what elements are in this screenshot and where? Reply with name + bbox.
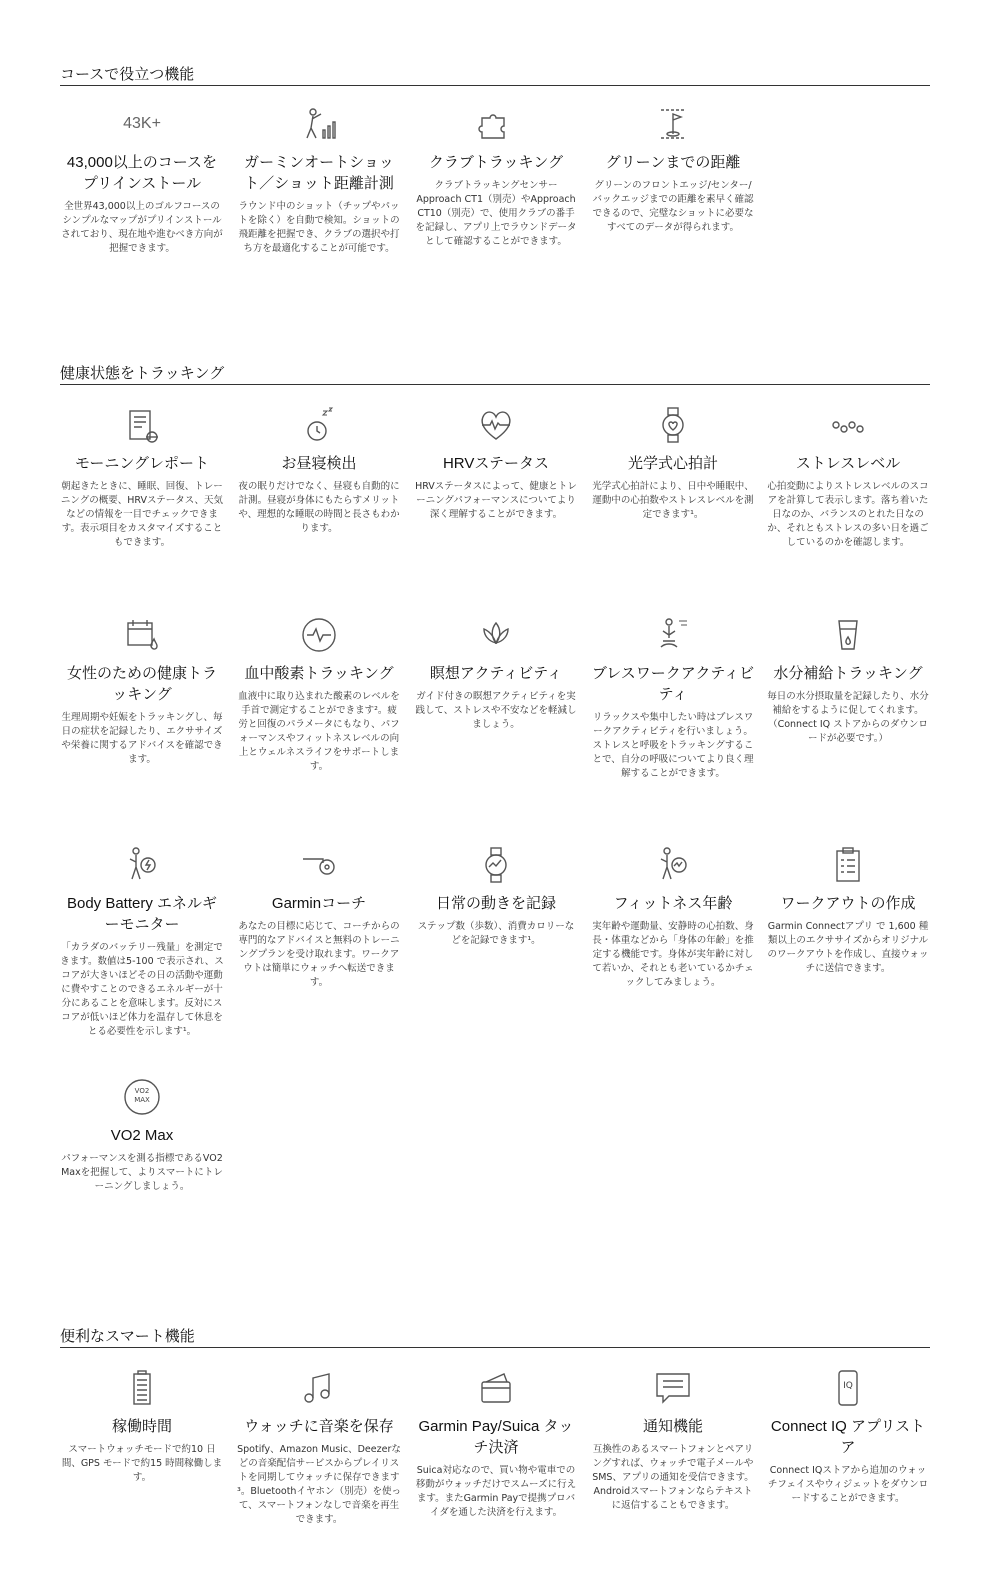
section-title: 便利なスマート機能 xyxy=(60,1326,930,1348)
card-title: 43,000以上のコースをプリインストール xyxy=(66,154,218,192)
vo2max-icon: VO2 MAX xyxy=(60,1077,224,1117)
section-course xyxy=(60,64,930,254)
calendar-drop-icon xyxy=(60,615,224,655)
card-title: 通知機能 xyxy=(642,1418,703,1435)
watch-heart-icon xyxy=(591,405,755,445)
card-desc: 心拍変動によりストレスレベルのスコアを計算して表示します。落ち着いた日なのか、バランスのとれた日なのか、それともストレスの多い日を過ごしているのかを確認します。 xyxy=(767,481,929,548)
card-desc: 夜の眠りだけでなく、昼寝も自動的に計測。昼寝が身体にもたらすメリットや、理想的な睡眠の時間と長さもわかります。 xyxy=(238,481,400,534)
stress-icon xyxy=(766,405,930,445)
card-desc: 「カラダのバッテリー残量」を測定できます。数値は5-100 で表示され、スコアが大きいほどその日の活動や運動に費やすことのできるエネルギーが十分にあることを意味します。反対にスコアが低いほど体力を温存して休息をとる必要性を示します¹。 xyxy=(60,942,224,1037)
card-title: 血中酸素トラッキング xyxy=(244,665,394,682)
card-desc: パフォーマンスを測る指標であるVO2 Maxを把握して、よりスマートにトレーニングしましょう。 xyxy=(61,1153,223,1192)
card-title: 日常の動きを記録 xyxy=(435,895,556,912)
card-desc: Garmin Connectアプリ で 1,600 種類以上のエクササイズからオリジナルのワークアウトを作成し、直接ウォッチに送信できます。 xyxy=(767,921,929,974)
feature-card xyxy=(591,405,755,522)
body-battery-icon xyxy=(60,845,224,885)
wallet-card-icon xyxy=(414,1368,578,1408)
card-desc: 朝起きたときに、睡眠、回復、トレーニングの概要、HRVステータス、天気などの情報を一目でチェックできます。表示項目をカスタマイズすることもできます。 xyxy=(60,481,224,548)
card-desc: クラブトラッキングセンサーApproach CT1（別売）やApproach CT10（別売）で、使用クラブの番手を記録し、アプリ上でラウンドデータとして確認することができます。 xyxy=(415,180,577,247)
card-desc: Connect IQストアから追加のウォッチフェイスやウィジェットをダウンロードすることができます。 xyxy=(767,1465,929,1504)
feature-card xyxy=(414,104,578,249)
card-title: 稼働時間 xyxy=(111,1418,172,1435)
card-title: 瞑想アクティビティ xyxy=(429,665,563,682)
lotus-icon xyxy=(414,615,578,655)
feature-card xyxy=(237,405,401,536)
card-desc: 血液中に取り込まれた酸素のレベルを手首で測定することができます²。疲労と回復のパラメータにもなり、パフォーマンスやフィットネスレベルの向上とウェルネスライフをサポートします。 xyxy=(238,691,400,772)
card-title: VO2 Max xyxy=(110,1127,174,1144)
card-desc: 全世界43,000以上のゴルフコースのシンプルなマップがプリインストールされており、現在地や進むべき方向が把握できます。 xyxy=(61,201,223,254)
card-title: Connect IQ アプリストア xyxy=(770,1418,926,1456)
feature-card xyxy=(591,615,755,781)
card-title: お昼寝検出 xyxy=(281,455,357,472)
feature-card xyxy=(766,845,930,976)
card-desc: ラウンド中のショット（チップやパットを除く）を自動で検知。ショットの飛距離を把握でき、クラブの選択や打ち方を最適化することが可能です。 xyxy=(238,201,400,254)
feature-card xyxy=(591,845,755,990)
whistle-icon xyxy=(237,845,401,885)
feature-card xyxy=(237,1368,401,1527)
feature-card xyxy=(766,405,930,550)
clipboard-icon xyxy=(766,845,930,885)
card-desc: 生理周期や妊娠をトラッキングし、毎日の症状を記録したり、エクササイズや栄養に関するアドバイスを確認できます。 xyxy=(61,712,223,765)
card-title: 水分補給トラッキング xyxy=(773,665,923,682)
card-title: ウォッチに音楽を保存 xyxy=(244,1418,394,1435)
card-title: Garmin Pay/Suica タッチ決済 xyxy=(418,1418,574,1456)
43k-courses-icon: 43K+ xyxy=(123,115,161,132)
card-title: モーニングレポート xyxy=(74,455,210,472)
pulse-ox-icon xyxy=(237,615,401,655)
card-desc: グリーンのフロントエッジ/センター/バックエッジまでの距離を素早く確認できるので、完璧なショットに必要なすべてのデータが得られます。 xyxy=(592,180,754,233)
section-smart xyxy=(60,1326,930,1525)
water-glass-icon xyxy=(766,615,930,655)
card-title: グリーンまでの距離 xyxy=(605,154,741,171)
section-title: コースで役立つ機能 xyxy=(60,64,930,86)
feature-card xyxy=(237,615,401,774)
golfer-icon xyxy=(237,104,401,144)
card-title: Garminコーチ xyxy=(271,895,367,912)
card-desc: 毎日の水分摂取量を記録したり、水分補給をするように促してくれます。（Connect IQ ストアからのダウンロードが必要です。） xyxy=(767,691,929,744)
section-title: 健康状態をトラッキング xyxy=(60,363,930,385)
feature-card xyxy=(60,405,224,550)
puzzle-icon xyxy=(414,104,578,144)
feature-card xyxy=(237,104,401,256)
card-desc: HRVステータスによって、健康とトレーニングパフォーマンスについてより深く理解することができます。 xyxy=(415,481,577,520)
card-title: ストレスレベル xyxy=(795,455,901,472)
card-title: HRVステータス xyxy=(442,455,550,472)
feature-card xyxy=(60,615,224,767)
feature-card xyxy=(414,405,578,522)
section-health xyxy=(60,363,930,1192)
card-desc: Suica対応なので、買い物や電車での移動がウォッチだけでスムーズに行えます。またGarmin Payで提携プロバイダを通した決済を行えます。 xyxy=(415,1465,577,1518)
feature-card xyxy=(591,1368,755,1513)
card-title: Body Battery エネルギーモニター xyxy=(66,895,218,933)
watch-activity-icon xyxy=(414,845,578,885)
card-desc: ステップ数（歩数）、消費カロリーなどを記録できます¹。 xyxy=(417,921,575,946)
card-title: ワークアウトの作成 xyxy=(780,895,916,912)
battery-icon xyxy=(60,1368,224,1408)
nap-icon xyxy=(237,405,401,445)
fitness-age-icon xyxy=(591,845,755,885)
card-title: 光学式心拍計 xyxy=(627,455,718,472)
card-desc: 互換性のあるスマートフォンとペアリングすれば、ウォッチで電子メールやSMS、アプリの通知を受信できます。Androidスマートフォンならテキストに返信することもできます。 xyxy=(592,1444,754,1511)
card-title: ブレスワークアクティビティ xyxy=(591,665,755,703)
feature-card xyxy=(414,615,578,732)
feature-card xyxy=(414,845,578,948)
card-desc: 光学式心拍計により、日中や睡眠中、運動中の心拍数やストレスレベルを測定できます¹。 xyxy=(592,481,754,520)
feature-card xyxy=(60,104,224,256)
hrv-heart-icon xyxy=(414,405,578,445)
breathwork-icon xyxy=(591,615,755,655)
morning-report-icon xyxy=(60,405,224,445)
feature-card xyxy=(60,1368,224,1485)
feature-card xyxy=(237,845,401,990)
card-title: 女性のための健康トラッキング xyxy=(66,665,217,703)
feature-card xyxy=(766,1368,930,1506)
card-desc: 実年齢や運動量、安静時の心拍数、身長・体重などから「身体の年齢」を推定する機能です。身体が実年齢に対して若いか、それとも老いているかチェックしてみましょう。 xyxy=(592,921,754,988)
card-title: クラブトラッキング xyxy=(428,154,564,171)
card-desc: ガイド付きの瞑想アクティビティを実践して、ストレスや不安などを軽減しましょう。 xyxy=(415,691,577,730)
feature-card xyxy=(60,845,224,1039)
card-title: ガーミンオートショット／ショット距離計測 xyxy=(244,154,394,192)
card-desc: Spotify、Amazon Music、Deezerなどの音楽配信サービスからプレイリストを同期してウォッチに保存できます³。Bluetoothイヤホン（別売）を使って、スマートフォンなしで音楽を再生できます。 xyxy=(237,1444,401,1525)
green-flag-icon xyxy=(591,104,755,144)
notification-icon xyxy=(591,1368,755,1408)
connect-iq-icon: IQ xyxy=(766,1368,930,1408)
card-desc: スマートウォッチモードで約10 日間、GPS モードで約15 時間稼働します。 xyxy=(61,1444,223,1483)
feature-card xyxy=(60,1077,224,1194)
feature-card xyxy=(766,615,930,746)
card-title: フィットネス年齢 xyxy=(613,895,733,912)
card-desc: リラックスや集中したい時はブレスワークアクティビティを行いましょう。ストレスと呼吸をトラッキングすることで、自分の呼吸についてより良く理解することができます。 xyxy=(592,712,754,779)
music-note-icon xyxy=(237,1368,401,1408)
feature-card xyxy=(591,104,755,235)
card-desc: あなたの目標に応じて、コーチからの専門的なアドバイスと無料のトレーニングプランを受け取れます。ワークアウトは簡単にウォッチへ転送できます。 xyxy=(238,921,400,988)
feature-card xyxy=(414,1368,578,1520)
